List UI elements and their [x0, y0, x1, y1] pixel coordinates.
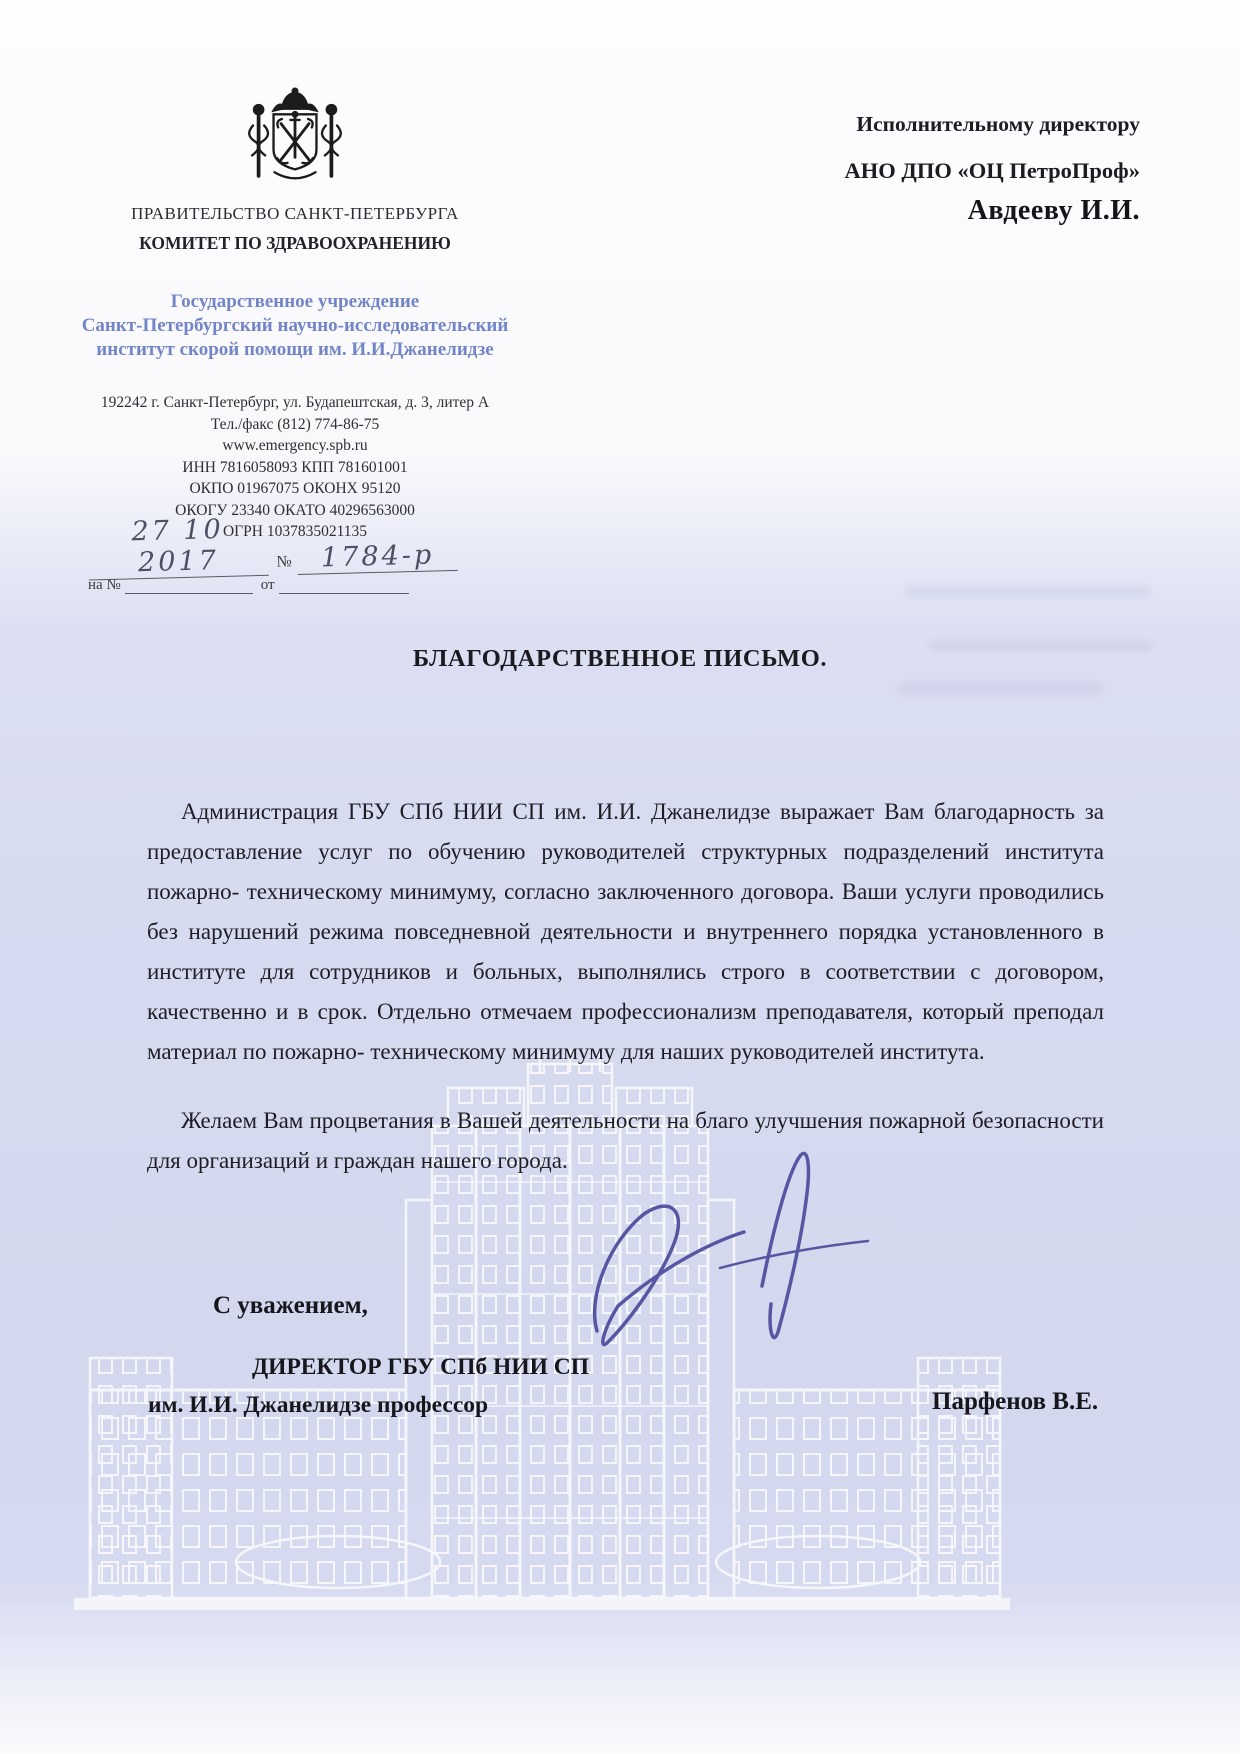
letter-body — [147, 792, 1104, 1181]
okpo-okonh: ОКПО 01967075 ОКОНХ 95120 — [189, 480, 401, 497]
postal-address: 192242 г. Санкт-Петербург, ул. Будапештская, д. 3, литер А — [100, 394, 490, 411]
letterhead — [45, 84, 545, 543]
handwritten-outgoing-number: 1784-р — [297, 539, 458, 575]
inn-kpp: ИНН 7816058093 КПП 781601001 — [182, 458, 408, 476]
signer-position-line1: ДИРЕКТОР ГБУ СПб НИИ СП — [252, 1354, 590, 1380]
signer-name: Парфенов В.Е. — [932, 1388, 1099, 1415]
website: www.emergency.spb.ru — [222, 437, 368, 454]
government-line: ПРАВИТЕЛЬСТВО САНКТ-ПЕТЕРБУРГА — [131, 204, 459, 223]
registration-block — [88, 512, 508, 594]
saint-petersburg-coat-of-arms-icon — [239, 84, 351, 196]
okogu-okato: ОКОГУ 23340 ОКАТО 40296563000 — [175, 501, 415, 519]
recipient-position: Исполнительному директору — [856, 112, 1140, 136]
reply-to-label: на № — [88, 577, 121, 593]
organization-name-line: Государственное учреждение — [170, 291, 420, 312]
recipient-organization: АНО ДПО «ОЦ ПетроПроф» — [844, 158, 1140, 183]
reply-reference-row — [88, 577, 508, 594]
number-sign: № — [276, 553, 292, 571]
organization-name — [45, 290, 545, 362]
salutation: С уважением, — [213, 1292, 368, 1319]
recipient-block — [700, 112, 1140, 227]
ogrn: ОГРН 1037835021135 — [222, 523, 368, 540]
handwritten-date: 27 10 2017 — [87, 513, 269, 581]
bleedthrough-smudge — [905, 585, 1150, 598]
organization-name-line: институт скорой помощи им. И.И.Джанелидзе — [96, 339, 494, 360]
body-paragraph-2: Желаем Вам процветания в Вашей деятельности на благо улучшения пожарной безопасности для организаций и граждан нашего города. — [147, 1108, 1104, 1173]
reply-number-blank — [125, 577, 253, 594]
organization-name-line: Санкт-Петербургский научно-исследовательский — [81, 315, 509, 336]
phone-fax: Тел./факс (812) 774-86-75 — [210, 415, 380, 433]
from-label: от — [260, 577, 275, 593]
letter-title: БЛАГОДАРСТВЕННОЕ ПИСЬМО. — [412, 645, 828, 672]
signer-position-line2: им. И.И. Джанелидзе профессор — [148, 1392, 489, 1418]
body-paragraph-1: Администрация ГБУ СПб НИИ СП им. И.И. Джанелидзе выражает Вам благодарность за предоставление услуг по обучению руководителей структурных подразделений института пожарно- техническому минимуму, согласно заключенного договора. Ваши услуги проводились без нарушений режима повседневной деятельности и внутреннего порядка установленного в институте для сотрудников и больных, выполнялись строго в соответствии с договором, качественно и в срок. Отдельно отмечаем профессионализм преподавателя, который преподал материал по пожарно- техническому минимуму для наших руководителей института. — [147, 799, 1104, 1064]
bleedthrough-smudge — [898, 682, 1103, 695]
recipient-name: Авдееву И.И. — [967, 195, 1140, 226]
from-date-blank — [279, 577, 409, 594]
outgoing-number-row — [87, 507, 509, 581]
committee-line: КОМИТЕТ ПО ЗДРАВООХРАНЕНИЮ — [139, 233, 451, 253]
handwritten-signature-icon — [572, 1146, 872, 1361]
